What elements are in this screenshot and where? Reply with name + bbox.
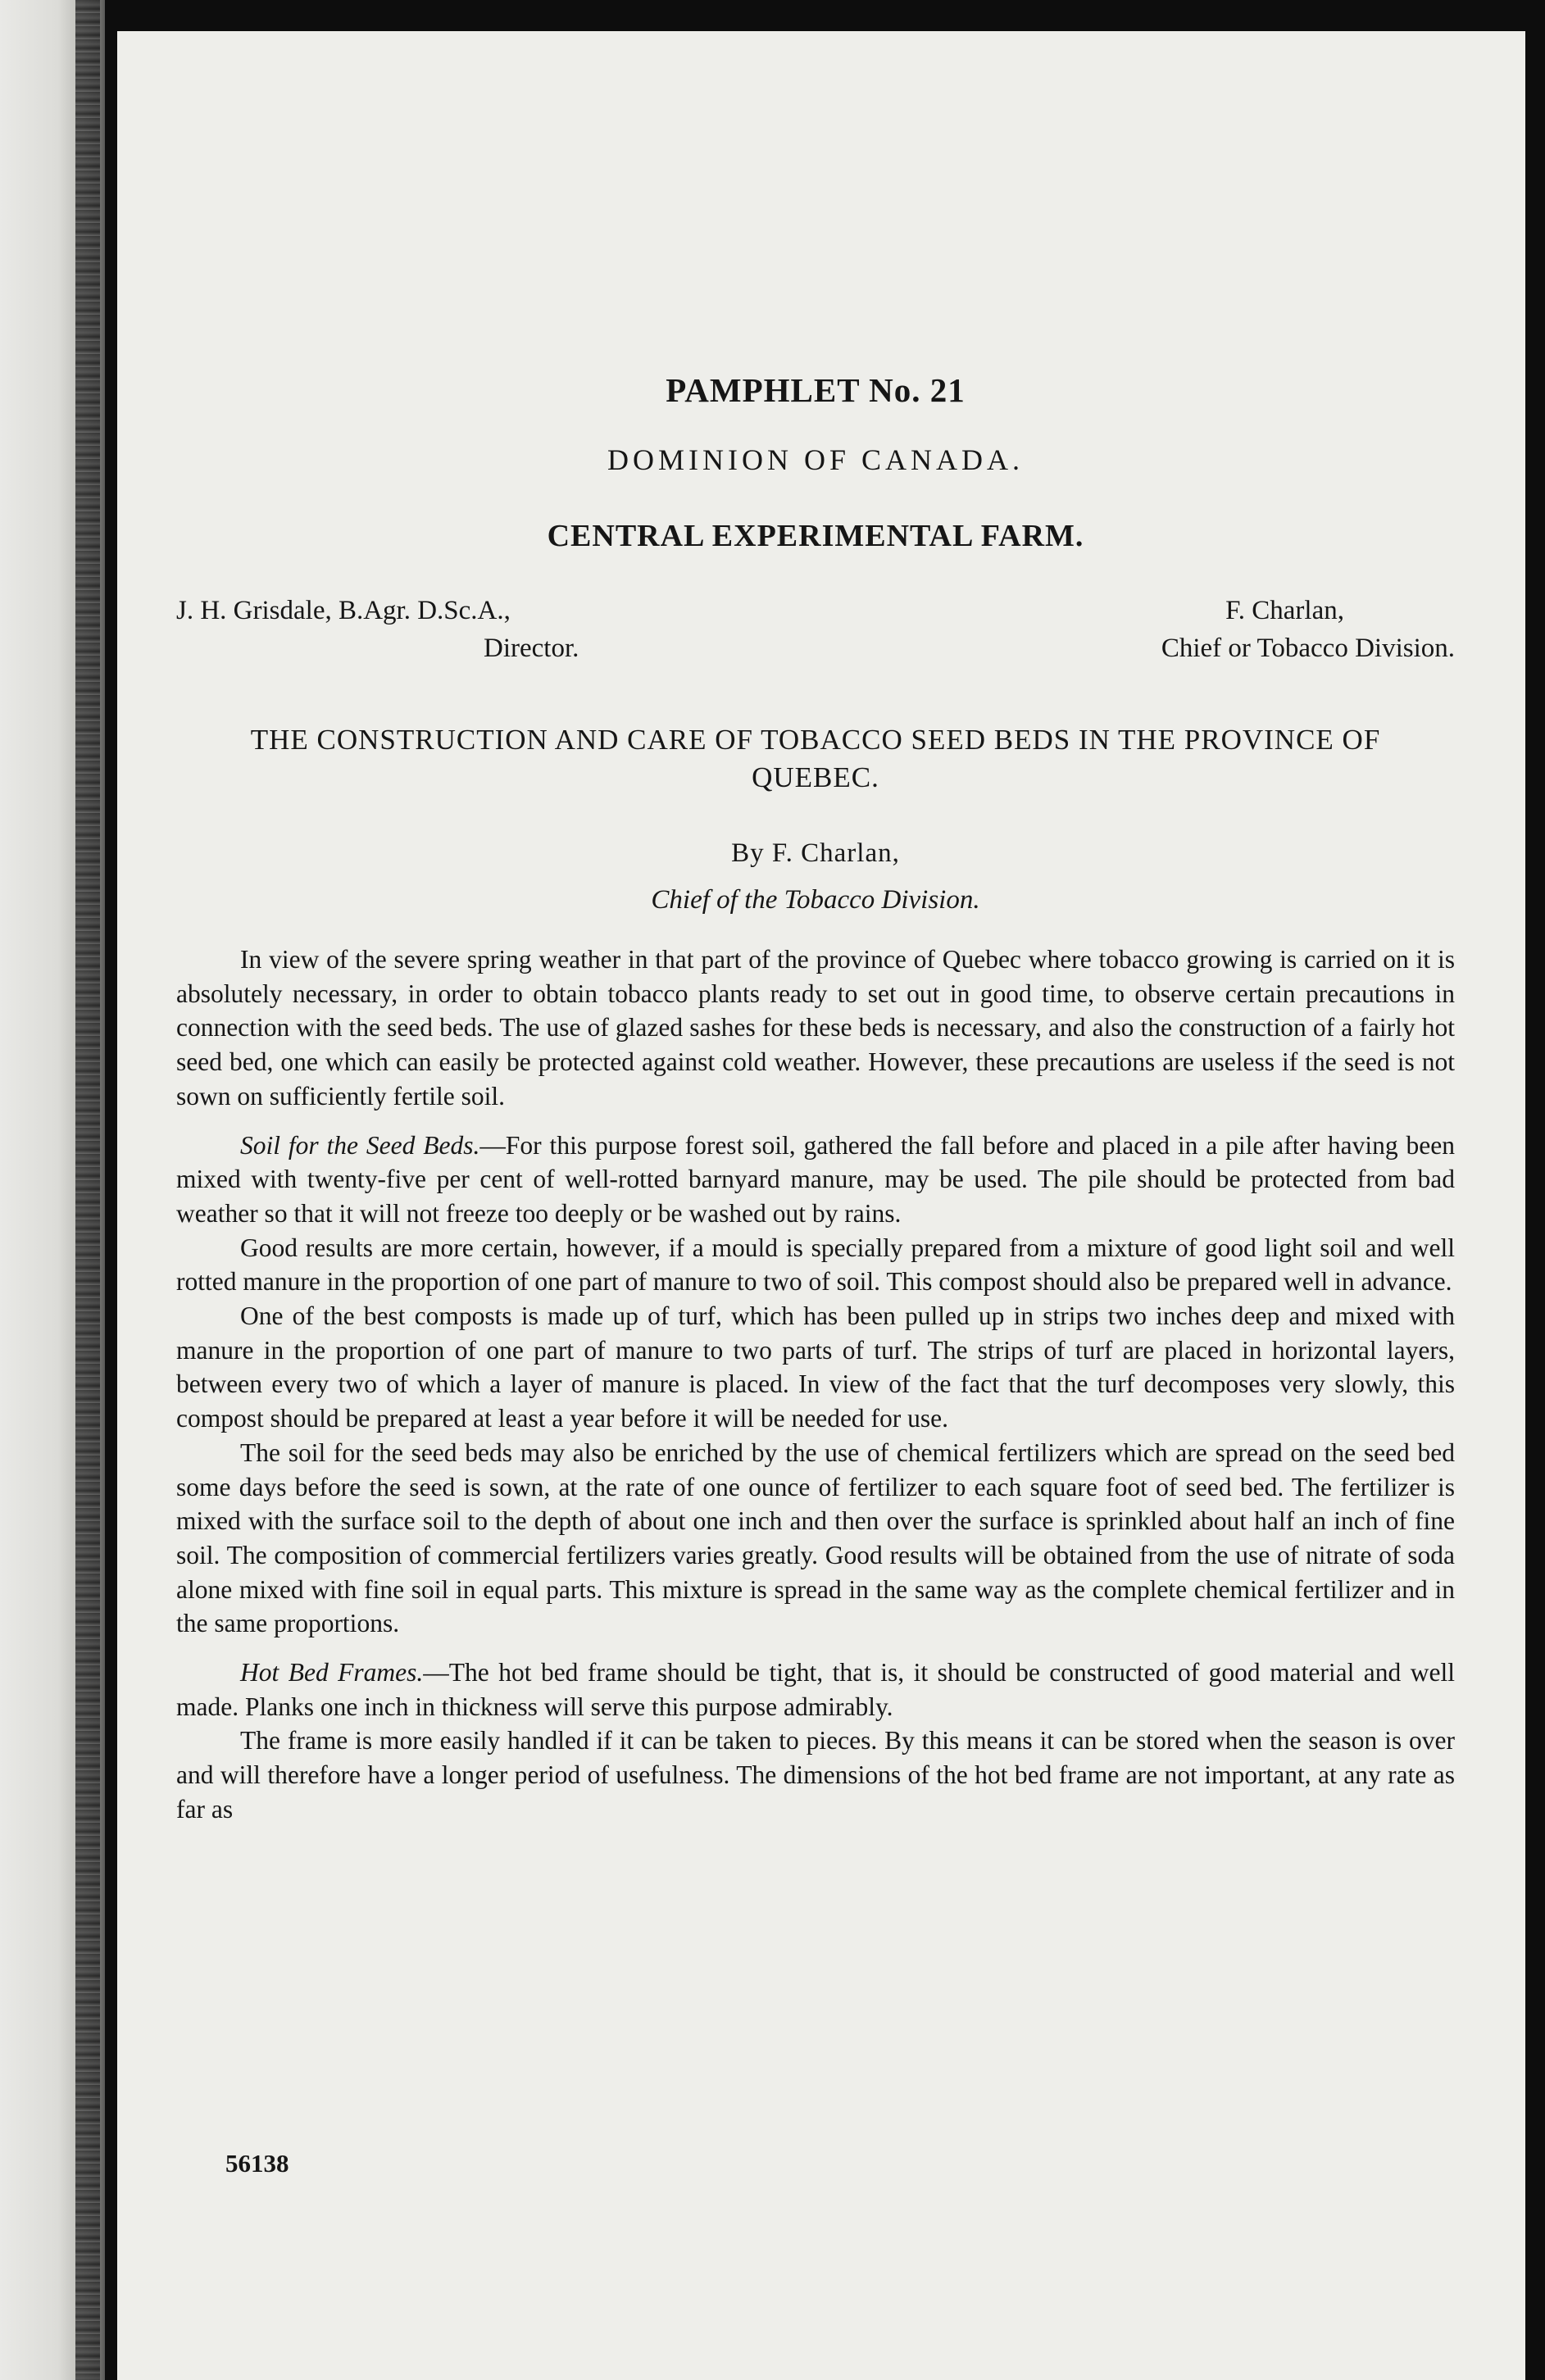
dominion-heading: DOMINION OF CANADA. <box>607 443 1024 476</box>
paragraph-frame-handling: The frame is more easily handled if it can be taken to pieces. By this means it can be stored when the season is over and will therefore have a longer period of usefulness. The dimensions of the hot bed frame are not important, at any rate as far as <box>176 1726 1455 1824</box>
section-heading-soil: Soil for the Seed Beds. <box>240 1130 480 1160</box>
director-credit <box>176 592 750 667</box>
author-byline: By F. Charlan, <box>731 838 900 868</box>
division-chief-title: Chief or Tobacco Division. <box>1161 634 1455 663</box>
section-heading-frames: Hot Bed Frames. <box>240 1658 424 1687</box>
institution-heading: CENTRAL EXPERIMENTAL FARM. <box>547 519 1084 553</box>
document-title: THE CONSTRUCTION AND CARE OF TOBACCO SEED BEDS IN THE PROVINCE OF QUEBEC. <box>250 724 1381 793</box>
division-chief-name: F. Charlan, <box>1225 596 1344 625</box>
body-text <box>176 942 1455 1827</box>
paragraph-frames: Hot Bed Frames.—The hot bed frame should be tight, that is, it should be constructed of good material and well made. Planks one inch in thickness will serve this purpose admirably. <box>176 1658 1455 1721</box>
paragraph-composts: One of the best composts is made up of turf, which has been pulled up in strips two inches deep and mixed with manure in the proportion of one part of manure to two parts of turf. The strips of turf are placed in horizontal layers, between every two of which a layer of manure is placed. In view of the fact that the turf decomposes very slowly, this compost should be prepared at least a year before it will be needed for use. <box>176 1301 1455 1433</box>
pamphlet-number: PAMPHLET No. 21 <box>666 371 966 409</box>
paragraph-intro: In view of the severe spring weather in that part of the province of Quebec where tobacco growing is carried on it is absolutely necessary, in order to obtain tobacco plants ready to set out in good time, to observe certain precautions in connection with the seed beds. The use of glazed sashes for these beds is necessary, and also the construction of a fairly hot seed bed, one which can easily be protected against cold weather. However, these precautions are useless if the seed is not sown on sufficiently fertile soil. <box>176 945 1455 1111</box>
paragraph-fertilizers: The soil for the seed beds may also be enriched by the use of chemical fertilizers which are spread on the seed bed some days before the seed is sown, at the rate of one ounce of fertilizer to each square foot of seed bed. The fertilizer is mixed with the surface soil to the depth of about one inch and then over the surface is sprinkled about half an inch of fine soil. The composition of commercial fertilizers varies greatly. Good results will be obtained from the use of nitrate of soda alone mixed with fine soil in equal parts. This mixture is spread in the same way as the complete chemical fertilizer and in the same proportions. <box>176 1438 1455 1638</box>
document-page <box>117 31 1525 2380</box>
paragraph-soil: Soil for the Seed Beds.—For this purpose forest soil, gathered the fall before and placed in a pile after having been mixed with twenty-five per cent of well-rotted barnyard manure, may be used. The pile should be protected from bad weather so that it will not freeze too deeply or be washed out by rains. <box>176 1130 1455 1228</box>
division-chief-credit <box>979 592 1455 667</box>
author-role: Chief of the Tobacco Division. <box>651 885 980 915</box>
director-name: J. H. Grisdale, B.Agr. D.Sc.A., <box>176 596 511 625</box>
paragraph-mould: Good results are more certain, however, if a mould is specially prepared from a mixture of good light soil and well rotted manure in the proportion of one part of manure to two of soil. This compost should also be prepared well in advance. <box>176 1233 1455 1297</box>
director-title: Director. <box>484 634 579 663</box>
print-number: 56138 <box>225 2149 289 2178</box>
book-spine-edge <box>0 0 105 2380</box>
page-stack-edge <box>75 0 100 2380</box>
